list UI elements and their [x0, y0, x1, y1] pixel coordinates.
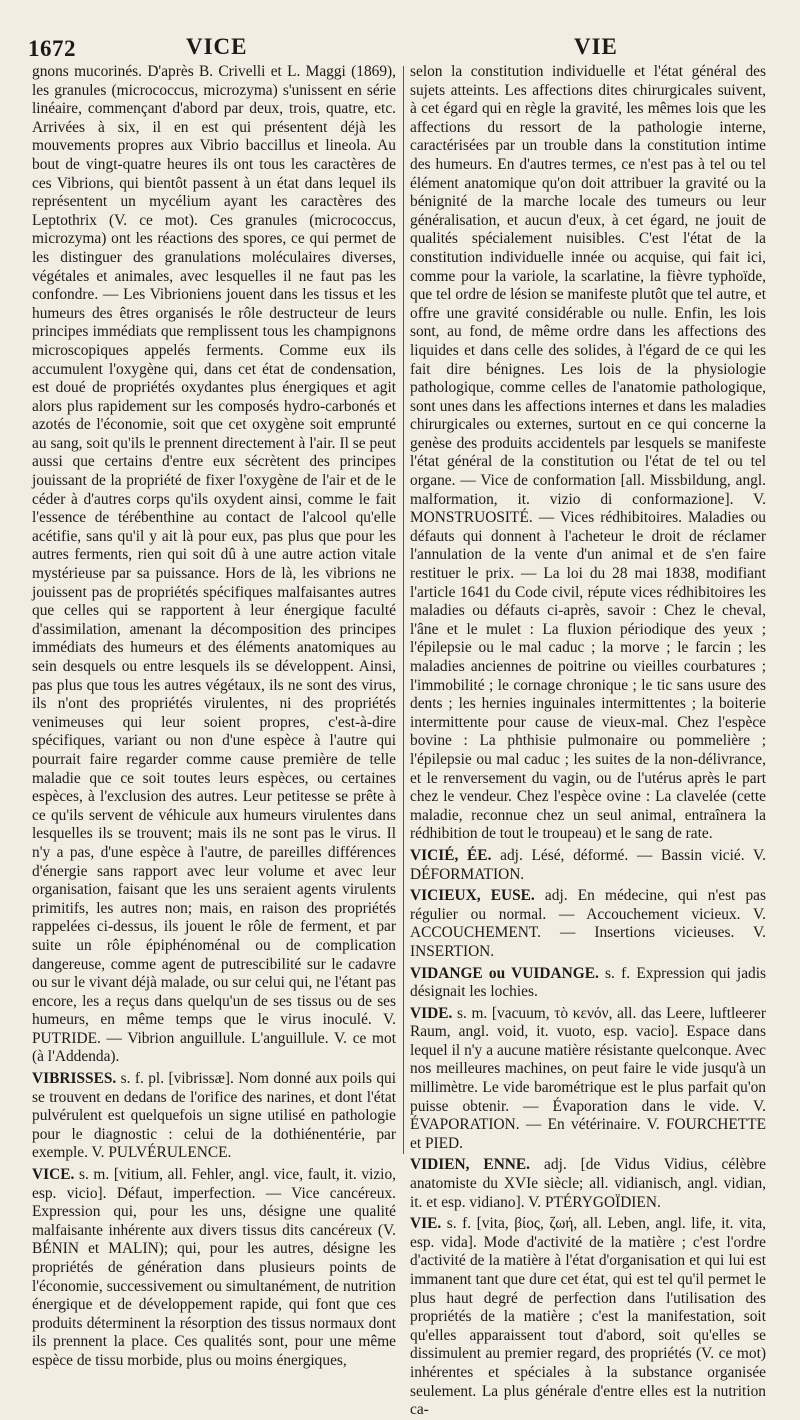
- headword: VICIÉ, ÉE.: [410, 846, 492, 864]
- entry-vibrisses: VIBRISSES. s. f. pl. [vibrissæ]. Nom donné aux poils qui se trouvent en dedans de l'orifice des narines, et dont l'état pulvérulent est quelquefois un signe utilisé en pathologie pour le diagnostic : celui de la dothiénentérie, par exemple. V. PULVÉRULENCE.: [32, 1070, 396, 1162]
- headword: VIDANGE ou VUIDANGE.: [410, 964, 599, 982]
- entry-vidange: VIDANGE ou VUIDANGE. s. f. Expression qui jadis désignait les lochies.: [410, 964, 766, 1001]
- headword: VIBRISSES.: [32, 1070, 117, 1088]
- entry-vice-continued: selon la constitution individuelle et l'état général des sujets atteints. Les affections dites chirurgicales suivent, à cet égard qui en règle la gravité, les mêmes lois que les affections du ressort de la pathologie interne, caractérisées par un trouble dans la constitution intime des humeurs. En d'autres termes, ce n'est pas à tel ou tel élément anatomique qu'on doit attribuer la gravité ou la bénignité de la marche locale des tumeurs ou leur généralisation, et aucun d'eux, à cet égard, ne jouit de qualités spécialement nuisibles. C'est l'état de la constitution individuelle innée ou acquise, qui fait ici, comme pour la variole, la scarlatine, la fièvre typhoïde, que tel ordre de lésion se manifeste plutôt que tel autre, et offre une gravité considérable ou nulle. Enfin, les lois sont, au fond, de même ordre dans les affections des liquides et dans celle des solides, à l'égard de ce qui les fait dire bénignes. Les lois de la physiologie pathologique, comme celles de l'anatomie pathologique, sont unes dans les affections internes et dans les maladies chirurgicales ou externes, surtout en ce qui concerne la genèse des produits accidentels par lesquels se manifeste l'état général de la constitution ou l'état de tel ou tel organe. — Vice de conformation [all. Missbildung, angl. malformation, it. vizio di conformazione]. V. MONSTRUOSITÉ. — Vices rédhibitoires. Maladies ou défauts qui donnent à l'acheteur le droit de réclamer l'annulation de la vente d'un animal et de s'en faire restituer le prix. — La loi du 28 mai 1838, modifiant l'article 1641 du Code civil, répute vices rédhibitoires les maladies ou défauts ci-après, savoir : Chez le cheval, l'âne et le mulet : La fluxion périodique des yeux ; l'épilepsie ou le mal caduc ; la morve ; le farcin ; les maladies anciennes de poitrine ou vieilles courbatures ; l'immobilité ; le cornage chronique ; le tic sans usure des dents ; les hernies inguinales intermittentes ; la boiterie intermittente pour cause de vieux-mal. Chez l'espèce bovine : La phthisie pulmonaire ou pommelière ; l'épilepsie ou mal caduc ; les suites de la non-délivrance, et le renversement du vagin, ou de l'utérus après le part chez le vendeur. Chez l'espèce ovine : La clavelée (cette maladie, reconnue chez un seul animal, entraînera la rédhibition de tout le troupeau) et le sang de rate.: [410, 63, 766, 843]
- headword: VIDE.: [410, 1004, 453, 1022]
- headword: VIDIEN, ENNE.: [410, 1156, 531, 1174]
- entry-vicie: VICIÉ, ÉE. adj. Lésé, déformé. — Bassin vicié. V. DÉFORMATION.: [410, 846, 766, 883]
- headword: VIE.: [410, 1215, 442, 1233]
- entry-vice: VICE. s. m. [vitium, all. Fehler, angl. vice, fault, it. vizio, esp. vicio]. Défaut, imperfection. — Vice cancéreux. Expression qui, pour les uns, désigne une qualité malfaisante inhérente aux divers tissus dits cancéreux (V. BÉNIN et MALIN); qui, pour les autres, désigne les propriétés de génération dans plusieurs points de l'économie, successivement ou simultanément, de nutrition énergique et de développement rapide, qui font que ces produits déterminent la résorption des tissus normaux dont ils prennent la place. Ces qualités sont, pour une même espèce de tissu morbide, plus ou moins énergiques,: [32, 1166, 396, 1369]
- entry-vicieux: VICIEUX, EUSE. adj. En médecine, qui n'est pas régulier ou normal. — Accouchement vicieux. V. ACCOUCHEMENT. — Insertions vicieuses. V. INSERTION.: [410, 887, 767, 960]
- entry-vibrion-continued: gnons mucorinés. D'après B. Crivelli et L. Maggi (1869), les granules (micrococcus, microzyma) s'unissent en série linéaire, commençant d'abord par deux, trois, quatre, etc. Arrivées à six, il en est qui présentent déjà les mouvements propres aux Vibrio baccillus et lineola. Au bout de vingt-quatre heures ils ont tous les caractères de ces Vibrions, qui bientôt passent à un état dans lequel ils représentent un mycélium ayant les caractères des Leptothrix (V. ce mot). Ces granules (micrococcus, microzyma) ont les réactions des spores, ce qui permet de les distinguer des granulations moléculaires diverses, végétales et animales, avec lesquelles il ne faut pas les confondre. — Les Vibrioniens jouent dans les tissus et les humeurs des êtres organisés le rôle destructeur de leurs principes immédiats que remplissent tous les champignons microscopiques appelés ferments. Comme eux ils accumulent l'oxygène qui, dans cet état de condensation, est doué de propriétés oxydantes plus énergiques et agit alors plus rapidement sur les composés hydro-carbonés et azotés de l'économie, soit que cet oxygène soit emprunté au sang, soit qu'ils le prennent directement à l'air. Il se peut aussi que certains d'entre eux sécrètent des principes jouissant de la propriété de fixer l'oxygène de l'air et de le céder à d'autres corps qu'ils oxydent ainsi, comme le fait l'essence de térébenthine au contact de l'alcool qu'elle acétifie, sans qu'il y ait là pour eux, pas plus que pour les autres ferments, rien qui soit dû à une autre action vitale mystérieuse par sa puissance. Hors de là, les vibrions ne jouissent pas de propriétés spécifiques malfaisantes autres que celles qui se rapportent à leur énergique faculté d'assimilation, amenant la décomposition des principes immédiats des humeurs et des éléments anatomiques au sein desquels ou entre lesquels ils se développent. Ainsi, pas plus que tous les autres végétaux, ils ne sont des virus, ils n'ont des propriétés virulentes, ni des propriétés venimeuses qui leur soient propres, c'est-à-dire spécifiques, variant ou non d'une espèce à l'autre qui pourrait faire regarder comme cause première de telle maladie que ce soit toutes leurs espèces, ou certaines espèces, à l'exclusion des autres. Leur petitesse se prête à ce qu'ils servent de véhicule aux humeurs virulentes dans lesquelles ils se trouvent; mais ils ne sont pas le virus. Il n'y a pas, d'une espèce à l'autre, de pareilles différences d'énergie sans rapport avec leur volume et avec leur organisation, faisant que les uns seraient agents virulents primitifs, les autres non; mais, en raison des propriétés rappelées ci-dessus, ils jouent le rôle de ferment, et par suite un rôle épiphénoménal ou de complication dangereuse, comme agent de putrescibilité sur le cadavre ou sur le vivant déjà malade, ou sur celui qui, ne l'étant pas encore, les a reçus dans quelqu'un de ses tissus ou de ses humeurs, en même temps que le virus inoculé. V. PUTRIDE. — Vibrion anguillule. L'anguillule. V. ce mot (à l'Addenda).: [32, 63, 396, 1066]
- guideword-left: VICE: [186, 34, 248, 59]
- left-column: [32, 63, 396, 1369]
- right-column: [410, 63, 767, 1419]
- headword: VICIEUX, EUSE.: [410, 887, 535, 905]
- entry-vide: VIDE. s. m. [vacuum, τὸ κενόν, all. das Leere, luftleerer Raum, angl. void, it. vuoto, esp. vacio]. Espace dans lequel il n'y a aucune matière résistante quelconque. Avec nos meilleures machines, on peut faire le vide jusqu'à un millimètre. Le vide barométrique est le plus parfait qu'on puisse obtenir. — Évaporation dans le vide. V. ÉVAPORATION. — En vétérinaire. V. FOURCHETTE et PIED.: [410, 1004, 766, 1152]
- entry-vie: VIE. s. f. [vita, βίος, ζωή, all. Leben, angl. life, it. vita, esp. vida]. Mode d'activité de la matière ; c'est l'ordre d'activité de la matière à l'état d'organisation et qui lui est immanent tant que dure cet état, qui est tel qu'il permet le plus haut degré de perfection dans l'utilisation des propriétés de la matière ; c'est la manifestation, soit qu'elles apparaissent tout d'abord, soit qu'elles se dissimulent au premier regard, des propriétés (V. ce mot) inhérentes et spéciales à la substance organisée seulement. La plus générale d'entre elles est la nutrition ca-: [410, 1215, 766, 1419]
- headword: VICE.: [32, 1166, 75, 1184]
- entry-vidien: VIDIEN, ENNE. adj. [de Vidus Vidius, célèbre anatomiste du XVIe siècle; all. vidianisch, angl. vidian, it. et esp. vidiano]. V. PTÉRYGOÏDIEN.: [410, 1156, 766, 1211]
- column-divider: [403, 66, 404, 1154]
- guideword-right: VIE: [574, 34, 618, 59]
- page-number: 1672: [28, 36, 76, 61]
- running-header: [0, 30, 800, 64]
